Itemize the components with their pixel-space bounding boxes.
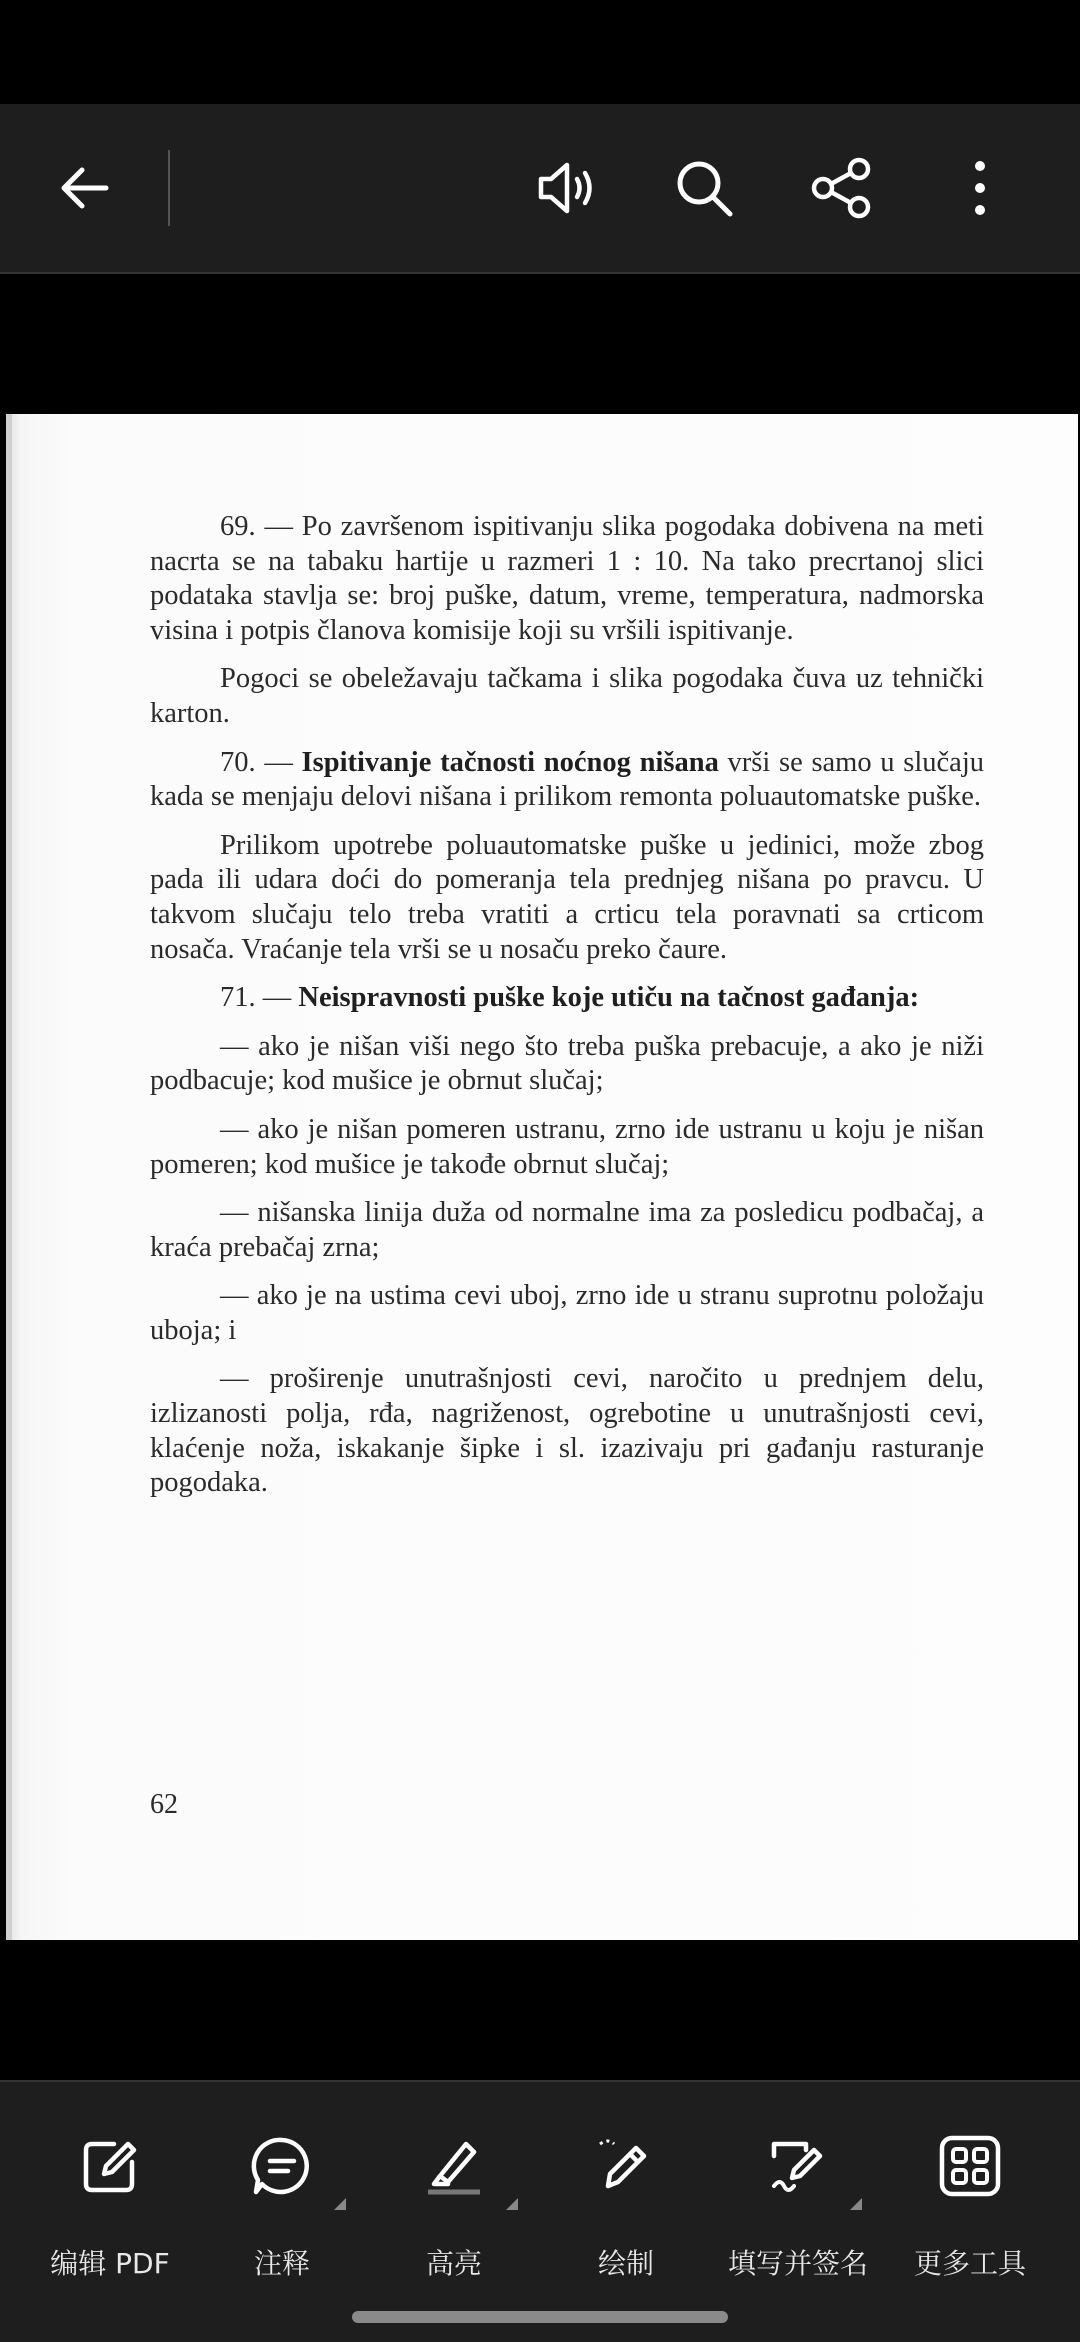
paragraph-rest: vrši se samo u slučaju kada se menjaju delovi nišana i prilikom remonta poluautomatske puške. bbox=[150, 746, 984, 813]
comment-icon bbox=[238, 2122, 326, 2210]
paragraph: 69. — Po završenom ispitivanju slika pogodaka dobivena na meti nacrta se na tabaku hartije u razmeri 1 : 10. Na tako precrtanoj slici podataka stavlja se: broj puške, datum, vreme, temperatura, nadmorska visina i potpis članova komisije koji su vršili ispitivanje. bbox=[150, 511, 984, 646]
tool-comment[interactable] bbox=[196, 2082, 368, 2312]
tool-label: 填写并签名 bbox=[727, 2247, 868, 2280]
tool-more-tools[interactable] bbox=[884, 2082, 1056, 2312]
page-body-text bbox=[150, 510, 984, 1515]
paragraph: — proširenje unutrašnjosti cevi, naročito u prednjem delu, izlizanosti polja, rđa, nagriženost, ogrebotine u unutrašnjosti cevi, klaćenje noža, iskakanje šipke i sl. izazivaju pri gađanju rasturanje pogodaka. bbox=[150, 1363, 984, 1499]
paragraph: — ako je nišan viši nego što treba puška prebacuje, a ako je niži podbacuje; kod mušice je obrnut slučaj; bbox=[150, 1030, 984, 1097]
home-indicator[interactable] bbox=[352, 2311, 728, 2323]
document-page[interactable] bbox=[6, 414, 1078, 1940]
paragraph: — nišanska linija duža od normalne ima za posledicu podbačaj, a kraća prebačaj zrna; bbox=[150, 1197, 984, 1263]
more-vertical-icon[interactable] bbox=[936, 144, 1024, 232]
paragraph bbox=[150, 746, 984, 815]
paragraph: Pogoci se obeležavaju tačkama i slika pogodaka čuva uz tehnički karton. bbox=[150, 663, 984, 729]
status-bar-area bbox=[0, 0, 1080, 104]
tool-draw[interactable] bbox=[540, 2082, 712, 2312]
tool-label: 绘制 bbox=[597, 2247, 654, 2280]
highlighter-icon bbox=[410, 2122, 498, 2210]
paragraph: Prilikom upotrebe poluautomatske puške u jedinici, može zbog pada ili udara doći do pomeranja tela prednjeg nišana po pravcu. U takvom slučaju telo treba vratiti a crticu tela poravnati sa crticom nosača. Vraćanje tela vrši se u nosaču preko čaure. bbox=[150, 829, 984, 965]
tool-label: 高亮 bbox=[425, 2247, 482, 2280]
page-number: 62 bbox=[150, 1789, 178, 1820]
tool-fill-sign[interactable] bbox=[712, 2082, 884, 2312]
more-tools-grid-icon bbox=[926, 2122, 1014, 2210]
submenu-indicator bbox=[334, 2198, 346, 2210]
top-toolbar bbox=[0, 104, 1080, 274]
tool-highlight[interactable] bbox=[368, 2082, 540, 2312]
submenu-indicator bbox=[850, 2198, 862, 2210]
bottom-toolbar bbox=[0, 2080, 1080, 2342]
tool-edit-pdf[interactable] bbox=[24, 2082, 196, 2312]
share-icon[interactable] bbox=[798, 144, 886, 232]
paragraph-lead: 70. — bbox=[220, 746, 302, 778]
paragraph: — ako je na ustima cevi uboj, zrno ide u stranu suprotnu položaju uboja; i bbox=[150, 1280, 984, 1346]
paragraph-heading: Neispravnosti puške koje utiču na tačnost gađanja: bbox=[298, 982, 920, 1014]
paragraph-lead: 71. — bbox=[220, 982, 299, 1014]
tool-label: 注释 bbox=[253, 2247, 310, 2280]
read-aloud-icon[interactable] bbox=[522, 144, 610, 232]
submenu-indicator bbox=[506, 2198, 518, 2210]
paragraph: — ako je nišan pomeren ustranu, zrno ide ustranu u koju je nišan pomeren; kod mušice je takođe obrnut slučaj; bbox=[150, 1113, 984, 1180]
draw-pen-icon bbox=[582, 2122, 670, 2210]
toolbar-divider bbox=[168, 150, 170, 226]
search-icon[interactable] bbox=[660, 144, 748, 232]
fill-sign-icon bbox=[754, 2122, 842, 2210]
paragraph-heading: Ispitivanje tačnosti noćnog nišana bbox=[301, 746, 719, 778]
document-viewer[interactable] bbox=[0, 274, 1080, 2080]
paragraph bbox=[150, 981, 984, 1016]
tool-label: 编辑 PDF bbox=[50, 2247, 170, 2280]
tool-label: 更多工具 bbox=[913, 2247, 1026, 2280]
back-arrow-icon[interactable] bbox=[40, 144, 128, 232]
edit-pdf-icon bbox=[66, 2122, 154, 2210]
